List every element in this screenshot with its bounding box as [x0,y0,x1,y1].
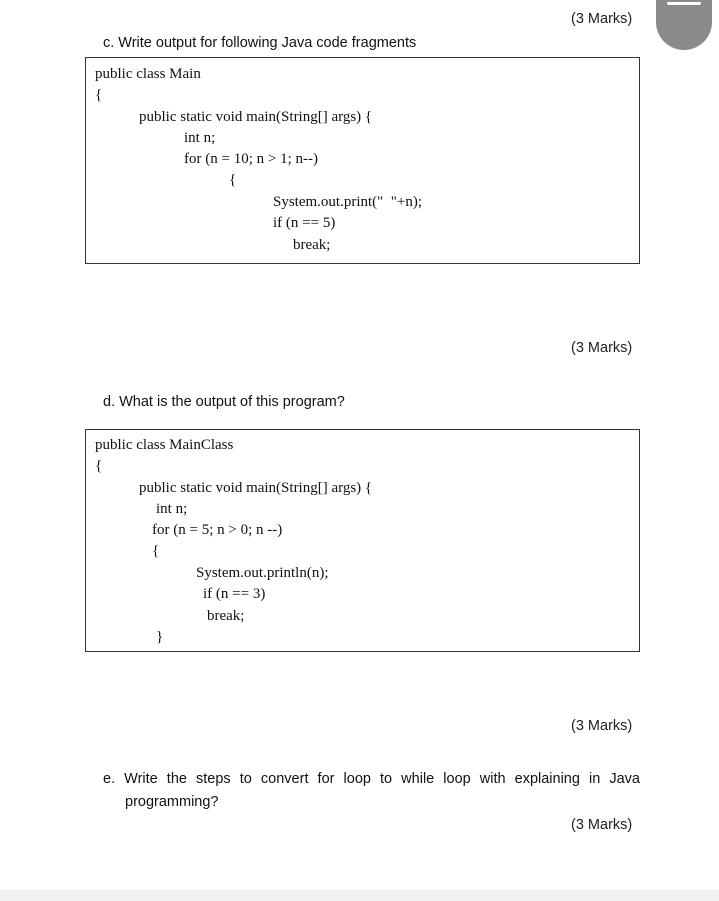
code-line: for (n = 5; n > 0; n --) [152,522,283,538]
code-line: { [229,172,237,188]
code-line: for (n = 10; n > 1; n--) [184,151,318,167]
question-e-line-1: e. Write the steps to convert for loop to while loop with explaining in Java [103,771,640,787]
code-line: public static void main(String[] args) { [139,109,373,125]
code-line: { [95,87,103,103]
footer-strip [0,890,719,901]
marks-label: (3 Marks) [571,11,633,27]
code-line: if (n == 3) [203,586,266,602]
code-block-d [85,429,640,652]
code-block-c [85,57,640,264]
question-c: c. Write output for following Java code fragments [103,35,417,51]
code-line: System.out.println(n); [196,565,329,581]
code-line: public static void main(String[] args) { [139,480,373,496]
code-line: { [95,458,103,474]
code-line: break; [293,237,331,253]
code-line: public class Main [95,66,201,82]
code-line: public class MainClass [95,437,234,453]
code-line: break; [207,608,245,624]
marks-label: (3 Marks) [571,718,633,734]
code-line: if (n == 5) [273,215,336,231]
code-line: System.out.print(" "+n); [273,194,423,210]
code-line: int n; [156,501,188,517]
code-line: int n; [184,130,216,146]
question-d: d. What is the output of this program? [103,394,345,410]
code-line: } [156,629,164,645]
marks-label: (3 Marks) [571,340,633,356]
question-e-line-2: programming? [125,794,219,810]
code-line: { [152,543,160,559]
menu-icon [667,2,701,5]
scroll-handle[interactable] [656,0,712,50]
marks-label: (3 Marks) [571,817,633,833]
